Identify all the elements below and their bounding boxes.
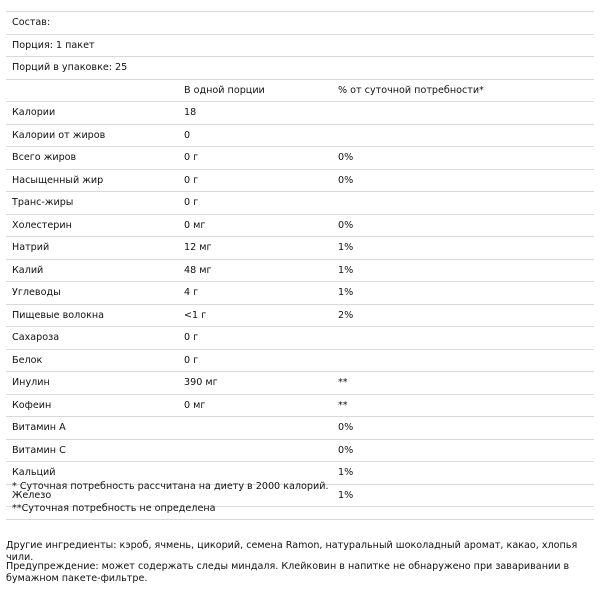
- nutrient-daily-value: **: [338, 399, 348, 411]
- nutrient-name: Транс-жиры: [12, 197, 74, 208]
- nutrient-daily-value: 0%: [338, 422, 354, 433]
- table-row: [6, 215, 594, 238]
- nutrient-name: Калории: [12, 107, 56, 118]
- nutrient-daily-value: 0%: [338, 219, 354, 231]
- footnotes: [6, 475, 594, 520]
- table-row: [6, 102, 594, 125]
- table-row: [6, 170, 594, 193]
- nutrition-table: [6, 11, 594, 507]
- table-row: [6, 440, 594, 463]
- table-row: [6, 417, 594, 440]
- nutrient-amount: 0: [184, 129, 191, 141]
- nutrient-amount: 48 мг: [184, 264, 212, 276]
- nutrient-amount: <1 г: [184, 309, 207, 321]
- nutrient-daily-value: 0%: [338, 174, 354, 186]
- nutrient-name: Натрий: [12, 242, 50, 253]
- nutrient-amount: 0 мг: [184, 399, 206, 411]
- serving-label: Порция: 1 пакет: [12, 39, 95, 51]
- nutrient-name: Витамин А: [12, 422, 66, 433]
- nutrient-daily-value: 2%: [338, 309, 354, 321]
- nutrient-daily-value: 1%: [338, 467, 354, 478]
- column-header-row: [6, 80, 594, 103]
- nutrient-daily-value: 1%: [338, 287, 354, 298]
- table-row: [6, 282, 594, 305]
- nutrient-name: Калий: [12, 264, 44, 276]
- nutrient-name: Сахароза: [12, 332, 60, 343]
- nutrient-amount: 0 г: [184, 152, 199, 163]
- table-row: [6, 372, 594, 395]
- servings-per-pack-label: Порций в упаковке: 25: [12, 62, 128, 73]
- nutrient-name: Инулин: [12, 377, 50, 388]
- footnote-undetermined: **Суточная потребность не определена: [12, 503, 216, 514]
- nutrient-daily-value: 1%: [338, 264, 354, 276]
- nutrient-name: Насыщенный жир: [12, 174, 104, 186]
- table-row: [6, 125, 594, 148]
- nutrient-name: Всего жиров: [12, 152, 77, 163]
- nutrient-name: Пищевые волокна: [12, 309, 105, 321]
- table-row: [6, 327, 594, 350]
- footnote-daily: * Суточная потребность рассчитана на диету в 2000 калорий.: [12, 481, 329, 492]
- table-row: [6, 147, 594, 170]
- nutrient-name: Кофеин: [12, 399, 52, 411]
- nutrient-name: Витамин С: [12, 444, 66, 456]
- nutrient-daily-value: **: [338, 377, 348, 388]
- nutrient-name: Калории от жиров: [12, 129, 106, 141]
- nutrient-amount: 0 г: [184, 197, 199, 208]
- nutrient-amount: 0 г: [184, 174, 199, 186]
- serving-row: [6, 35, 594, 58]
- table-row: [6, 192, 594, 215]
- table-row: [6, 237, 594, 260]
- nutrient-name: Холестерин: [12, 219, 72, 231]
- nutrient-name: Кальций: [12, 467, 56, 478]
- daily-value-header: % от суточной потребности*: [338, 84, 484, 96]
- table-row: [6, 260, 594, 283]
- nutrient-amount: 18: [184, 107, 197, 118]
- nutrient-amount: 0 г: [184, 354, 199, 366]
- nutrient-name: Железо: [12, 489, 52, 501]
- per-serving-header: В одной порции: [184, 84, 265, 96]
- nutrient-amount: 4 г: [184, 287, 199, 298]
- nutrient-daily-value: 1%: [338, 489, 354, 501]
- nutrient-daily-value: 0%: [338, 444, 354, 456]
- other-ingredients: Другие ингредиенты: кэроб, ячмень, цикорий, семена Ramon, натуральный шоколадный аромат, какао, хлопья чили.: [6, 540, 578, 563]
- nutrient-name: Углеводы: [12, 287, 61, 298]
- nutrient-daily-value: 0%: [338, 152, 354, 163]
- warning-text: Предупреждение: может содержать следы миндаля. Клейковин в напитке не обнаружено при заваривании в бумажном пакете-фильтре.: [6, 561, 570, 584]
- nutrient-amount: 12 мг: [184, 242, 212, 253]
- nutrient-amount: 0 г: [184, 332, 199, 343]
- nutrient-daily-value: 1%: [338, 242, 354, 253]
- composition-row: [6, 12, 594, 35]
- nutrient-rows: [6, 102, 594, 507]
- nutrient-amount: 0 мг: [184, 219, 206, 231]
- composition-label: Состав:: [12, 17, 51, 28]
- table-row: [6, 350, 594, 373]
- table-row: [6, 305, 594, 328]
- nutrient-name: Белок: [12, 354, 43, 366]
- table-row: [6, 395, 594, 418]
- nutrient-amount: 390 мг: [184, 377, 218, 388]
- servings-per-pack-row: [6, 57, 594, 80]
